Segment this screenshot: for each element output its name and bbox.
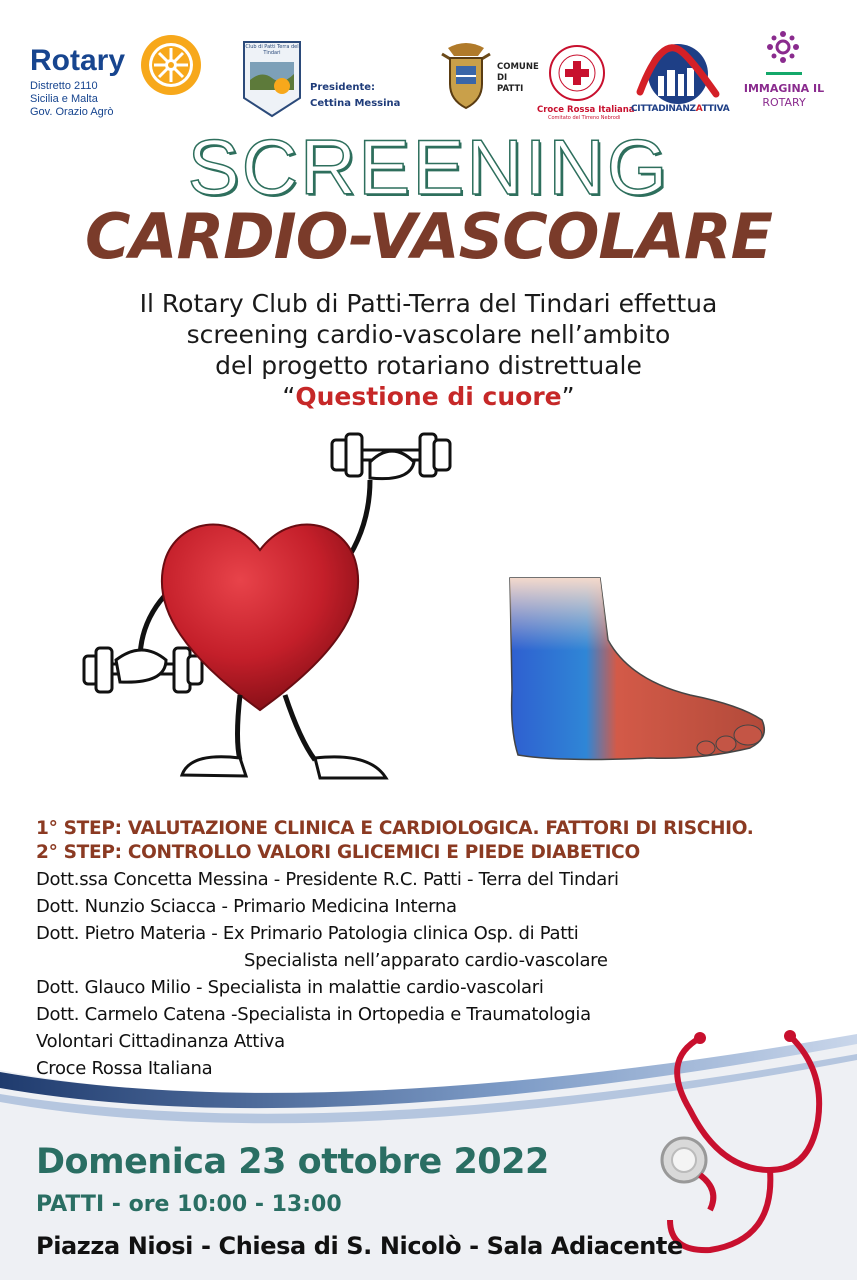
quote-close: ” xyxy=(561,382,575,411)
cri-title: Croce Rossa Italiana xyxy=(537,105,635,115)
president-name: Cettina Messina xyxy=(310,98,401,109)
cittadinanza-attiva-text xyxy=(631,104,729,114)
event-place: Piazza Niosi - Chiesa di S. Nicolò - Sala Adiacente xyxy=(36,1232,683,1260)
patti-crest-icon xyxy=(438,38,494,110)
club-badge-text: Club di Patti Terra del Tindari xyxy=(245,44,299,56)
president-title: Presidente: xyxy=(310,82,376,93)
event-hours: - ore 10:00 - 13:00 xyxy=(104,1192,342,1217)
intro-line1: Il Rotary Club di Patti-Terra del Tindari effettua xyxy=(139,289,718,318)
person-line: Croce Rossa Italiana xyxy=(36,1058,213,1079)
person-line: Specialista nell’apparato cardio-vascolare xyxy=(244,950,608,971)
project-name: Questione di cuore xyxy=(295,382,562,411)
step-2: 2° STEP: CONTROLLO VALORI GLICEMICI E PIEDE DIABETICO xyxy=(36,842,640,863)
ca-text-c: TTIVA xyxy=(701,104,730,114)
project-name-line xyxy=(0,381,857,412)
event-city: PATTI xyxy=(36,1192,105,1217)
heart-with-dumbbells-illustration xyxy=(70,420,470,800)
rotary-district-line3: Gov. Orazio Agrò xyxy=(30,106,114,118)
imagina-line2: ROTARY xyxy=(762,96,806,109)
event-date: Domenica 23 ottobre 2022 xyxy=(36,1142,549,1182)
comune-line2: DI xyxy=(497,73,508,83)
cittadinanza-attiva-icon xyxy=(632,38,724,108)
intro-line3: del progetto rotariano distrettuale xyxy=(215,351,642,380)
rotary-wheel-icon xyxy=(138,32,204,98)
title-cardio-vascolare: CARDIO-VASCOLARE xyxy=(84,200,773,273)
cri-subtitle: Comitato del Tirreno Nebrodi xyxy=(548,115,621,121)
comune-text xyxy=(497,62,539,95)
intro-text xyxy=(0,288,857,412)
person-line: Dott. Carmelo Catena -Specialista in Ortopedia e Traumatologia xyxy=(36,1004,591,1025)
person-line: Dott. Pietro Materia - Ex Primario Patologia clinica Osp. di Patti xyxy=(36,923,579,944)
diabetic-foot-illustration xyxy=(500,570,780,770)
ca-text-b: A xyxy=(695,104,702,114)
quote-open: “ xyxy=(282,382,296,411)
intro-line2: screening cardio-vascolare nell’ambito xyxy=(186,320,671,349)
rotary-district-line1: Distretto 2110 xyxy=(30,80,98,92)
red-cross-icon xyxy=(548,44,606,102)
imagina-line1: IMMAGINA IL xyxy=(743,82,825,95)
person-line: Volontari Cittadinanza Attiva xyxy=(36,1031,285,1052)
comune-line1: COMUNE xyxy=(497,62,539,72)
step-1: 1° STEP: VALUTAZIONE CLINICA E CARDIOLOGICA. FATTORI DI RISCHIO. xyxy=(36,818,754,839)
person-line: Dott. Nunzio Sciacca - Primario Medicina Interna xyxy=(36,896,457,917)
event-time xyxy=(36,1192,342,1217)
person-line: Dott.ssa Concetta Messina - Presidente R.C. Patti - Terra del Tindari xyxy=(36,869,619,890)
rotary-district-text xyxy=(30,80,114,119)
imagina-rotary-icon xyxy=(766,30,800,64)
imagina-divider xyxy=(766,72,802,75)
rotary-wordmark: Rotary xyxy=(30,44,126,77)
rotary-district-line2: Sicilia e Malta xyxy=(30,93,98,105)
title-screening: SCREENING xyxy=(187,123,670,211)
ca-text-a: CITTADINANZ xyxy=(631,104,696,114)
comune-line3: PATTI xyxy=(497,84,524,94)
person-line: Dott. Glauco Milio - Specialista in malattie cardio-vascolari xyxy=(36,977,544,998)
